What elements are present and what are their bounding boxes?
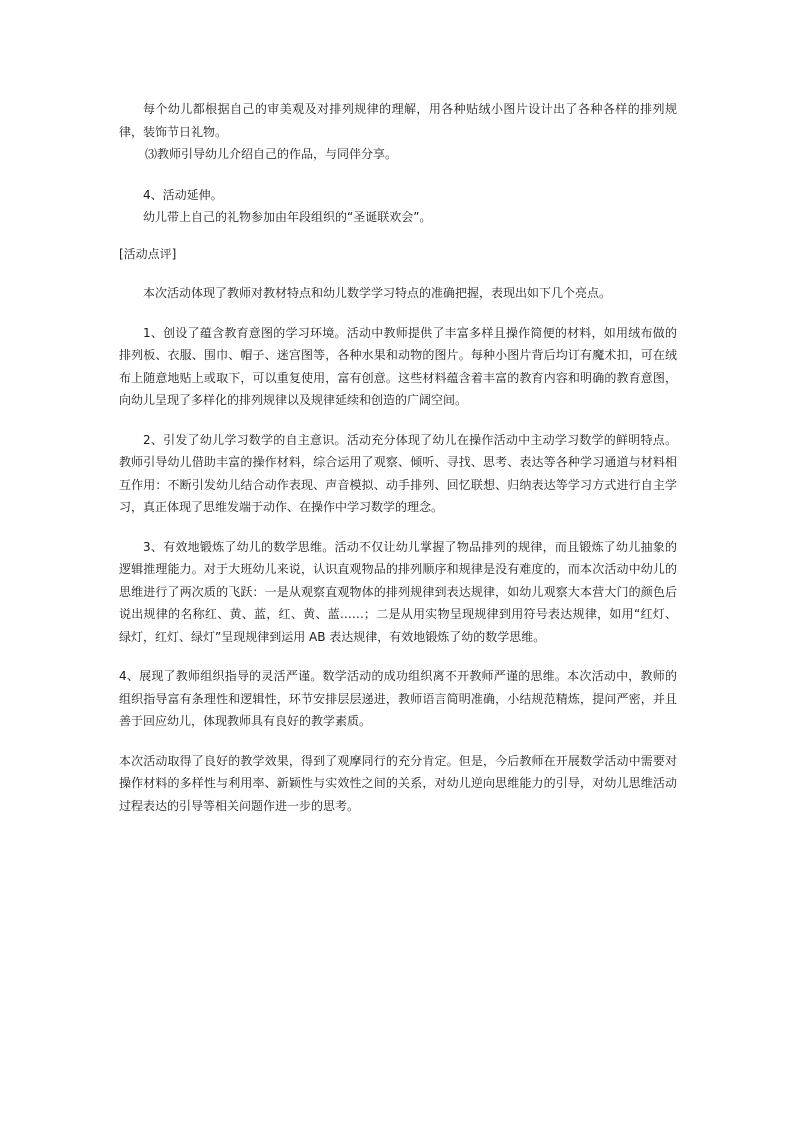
- document-body: [119, 98, 677, 817]
- paragraph-point-1: 1、创设了蕴含教育意图的学习环境。活动中教师提供了丰富多样且操作简便的材料，如用绒布做的排列板、衣服、围巾、帽子、迷宫图等，各种水果和动物的图片。每种小图片背后均订有魔术扣，可在绒布上随意地贴上或取下，可以重复使用，富有创意。这些材料蕴含着丰富的教育内容和明确的教育意图，向幼儿呈现了多样化的排列规律以及规律延续和创造的广阔空间。: [119, 325, 677, 407]
- paragraph-activity-extension: 4、活动延伸。: [143, 187, 223, 202]
- paragraph-point-3: 3、有效地锻炼了幼儿的数学思维。活动不仅让幼儿掌握了物品排列的规律，而且锻炼了幼儿抽象的逻辑推理能力。对于大班幼儿来说，认识直观物品的排列顺序和规律是没有难度的，而本次活动中幼儿的思维进行了两次质的飞跃：一是从观察直观物体的排列规律到表达规律，如幼儿观察大本营大门的颜色后说出规律的名称红、黄、蓝，红、黄、蓝……；二是从用实物呈现规律到用符号表达规律，如用“红灯、绿灯，红灯、绿灯”呈现规律到运用 AB 表达规律，有效地锻炼了幼的数学思维。: [119, 539, 677, 644]
- paragraph-point-4: 4、展现了教师组织指导的灵活严谨。数学活动的成功组织离不开教师严谨的思维。本次活动中，教师的组织指导富有条理性和逻辑性，环节安排层层递进，教师语言简明准确，小结规范精炼，提问严密，并且善于回应幼儿，体现教师具有良好的教学素质。: [119, 669, 677, 728]
- paragraph-point-2: 2、引发了幼儿学习数学的自主意识。活动充分体现了幼儿在操作活动中主动学习数学的鲜明特点。教师引导幼儿借助丰富的操作材料，综合运用了观察、倾听、寻找、思考、表达等各种学习通道与材料相互作用：不断引发幼儿结合动作表现、声音模拟、动手排列、回忆联想、归纳表达等学习方式进行自主学习，真正体现了思维发端于动作、在操作中学习数学的理念。: [119, 432, 677, 514]
- paragraph-design-rules: 每个幼儿都根据自己的审美观及对排列规律的理解，用各种贴绒小图片设计出了各种各样的排列规律，装饰节日礼物。: [119, 102, 677, 139]
- paragraph-christmas-party: 幼儿带上自己的礼物参加由年段组织的“圣诞联欢会”。: [143, 210, 432, 224]
- paragraph-share-works: ⑶教师引导幼儿介绍自己的作品，与同伴分享。: [145, 147, 398, 161]
- paragraph-conclusion: 本次活动取得了良好的教学效果，得到了观摩同行的充分肯定。但是，今后教师在开展数学活动中需要对操作材料的多样性与利用率、新颖性与实效性之间的关系，对幼儿逆向思维能力的引导，对幼儿思维活动过程表达的引导等相关问题作进一步的思考。: [119, 753, 677, 813]
- paragraph-review-intro: 本次活动体现了教师对教材特点和幼儿数学学习特点的准确把握，表现出如下几个亮点。: [143, 286, 612, 300]
- section-heading-review: [活动点评]: [119, 246, 177, 261]
